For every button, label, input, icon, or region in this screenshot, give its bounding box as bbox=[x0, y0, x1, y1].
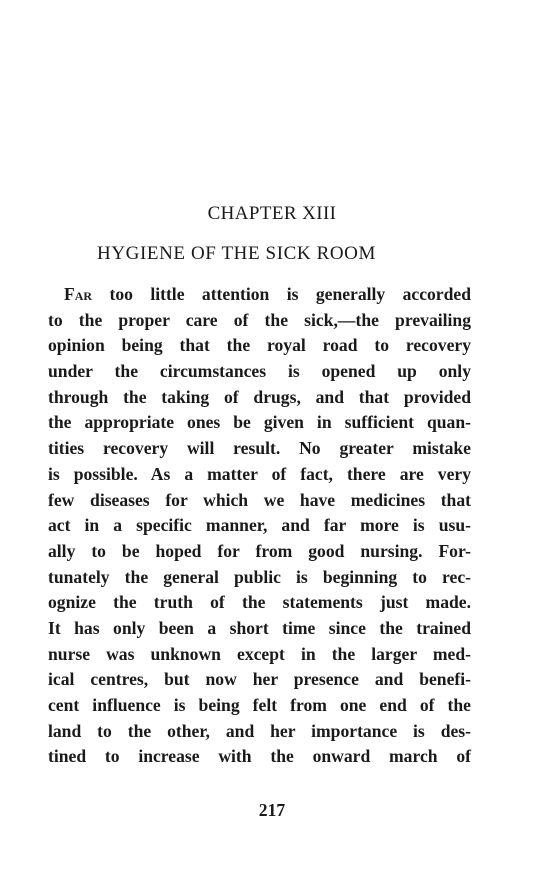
paragraph-line: tined to increase with the onward march of bbox=[48, 746, 471, 767]
paragraph-line: opinion being that the royal road to recovery bbox=[48, 335, 471, 356]
paragraph-line: ognize the truth of the statements just made. bbox=[48, 592, 471, 613]
paragraph-line: through the taking of drugs, and that provided bbox=[48, 386, 471, 407]
page-number: 217 bbox=[258, 800, 286, 820]
paragraph-line: act in a specific manner, and far more is usu- bbox=[48, 515, 471, 536]
paragraph-line: land to the other, and her importance is des- bbox=[48, 720, 471, 741]
paragraph-line: cent influence is being felt from one end of the bbox=[48, 695, 471, 715]
paragraph-line: nurse was unknown except in the larger med- bbox=[48, 643, 471, 664]
chapter-title: HYGIENE OF THE SICK ROOM bbox=[97, 243, 376, 264]
body-paragraph bbox=[48, 282, 471, 770]
drop-word: Far bbox=[64, 284, 93, 304]
paragraph-line: the appropriate ones be given in sufficient quan- bbox=[48, 412, 471, 433]
paragraph-line: tities recovery will result. No greater mistake bbox=[48, 438, 471, 459]
paragraph-line: ally to be hoped for from good nursing. For- bbox=[48, 540, 471, 561]
paragraph-line: under the circumstances is opened up only bbox=[48, 361, 471, 382]
chapter-number: CHAPTER XIII bbox=[207, 203, 337, 224]
line-text: too little attention is generally accorded bbox=[92, 284, 471, 304]
paragraph-line: is possible. As a matter of fact, there are very bbox=[48, 463, 471, 484]
paragraph-line: ical centres, but now her presence and benefi- bbox=[48, 669, 471, 690]
paragraph-line: It has only been a short time since the trained bbox=[48, 617, 471, 638]
paragraph-line: to the proper care of the sick,—the prevailing bbox=[48, 309, 471, 330]
paragraph-line: few diseases for which we have medicines that bbox=[48, 489, 471, 510]
paragraph-line: tunately the general public is beginning to rec- bbox=[48, 566, 471, 587]
paragraph-line bbox=[48, 282, 471, 308]
